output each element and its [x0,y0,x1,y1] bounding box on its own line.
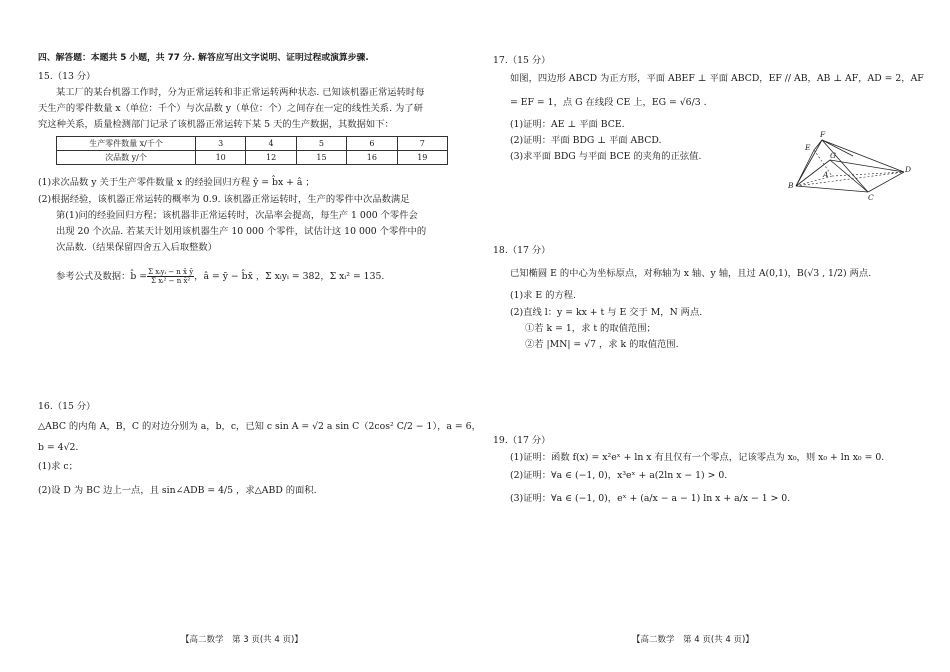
q16-para-2: b = 4√2. [38,442,79,453]
q15-para-1: 某工厂的某台机器工作时，分为正常运转和非正常运转两种状态. 已知该机器正常运转时每 [56,87,425,98]
q16-sub-2: (2)设 D 为 BC 边上一点，且 sin∠ADB = 4/5 ，求△ABD 的面积. [38,485,317,496]
q18-sub-1: (1)求 E 的方程. [510,290,577,301]
q16-sub-1: (1)求 c； [38,461,78,472]
q15-data-table [56,136,448,165]
formula-prefix: 参考公式及数据： [56,271,131,282]
q17-para-2: = EF = 1，点 G 在线段 CE 上，EG = √6/3 . [510,97,707,108]
table-cell: 6 [347,137,397,151]
fig-label-g: G [830,151,836,160]
q15-para-3: 究这种关系，质量检测部门记录了该机器正常运转下某 5 天的生产数据，其数据如下： [38,119,394,130]
fig-label-a: A [823,170,829,179]
q15-sub-1: (1)求次品数 y 关于生产零件数量 x 的经验回归方程 ŷ = b̂x + â ； [38,177,315,188]
q15-sub-2b: 第(1)问的经验回归方程；该机器非正常运转时，次品率会提高，每生产 1 000 个零件会 [56,210,418,221]
q17-solid-figure [788,128,912,200]
formula-b-hat: b̂ = [130,271,148,282]
q15-para-2: 天生产的零件数量 x（单位：千个）与次品数 y（单位：个）之间存在一定的线性关系. 为了研 [38,103,423,114]
table-row [57,151,448,165]
table-cell: 12 [246,151,296,165]
table-cell: 19 [397,151,447,165]
formula-numerator: Σ xᵢyᵢ − n x̄ ȳ [148,268,194,276]
table-cell: 15 [296,151,346,165]
table-cell: 5 [296,137,346,151]
fig-label-b: B [788,181,794,190]
fig-label-c: C [868,193,874,200]
table-row [57,137,448,151]
fig-label-e: E [805,143,811,152]
q17-sub-3: (3)求平面 BDG 与平面 BCE 的夹角的正弦值. [510,151,702,162]
table-cell: 10 [196,151,246,165]
q15-sub-2d: 次品数.（结果保留四舍五入后取整数） [56,242,218,253]
left-page-footer: 【高二数学 第 3 页(共 4 页)】 [181,635,303,645]
table-cell: 次品数 y/个 [57,151,196,165]
table-cell: 3 [196,137,246,151]
table-cell: 7 [397,137,447,151]
q17-sub-1: (1)证明：AE ⊥ 平面 BCE. [510,119,625,130]
q16-para-1: △ABC 的内角 A，B，C 的对边分别为 a，b，c，已知 c sin A = √2 a sin C（2cos² C/2 − 1），a = 6， [38,421,481,432]
right-page-footer: 【高二数学 第 4 页(共 4 页)】 [632,635,754,645]
table-cell: 4 [246,137,296,151]
q17-para-1: 如图，四边形 ABCD 为正方形，平面 ABEF ⊥ 平面 ABCD，EF // AB，AB ⊥ AF，AD = 2，AF [510,73,924,84]
fig-label-f: F [820,130,826,139]
formula-denominator: Σ xᵢ² − n x̄² [151,277,191,285]
q15-sub-2c: 出现 20 个次品. 若某天计划用该机器生产 10 000 个零件，试估计这 10 000 个零件中的 [56,226,427,237]
q18-sub-2: (2)直线 l：y = kx + t 与 E 交于 M，N 两点. [510,307,703,318]
q19-sub-1: (1)证明：函数 f(x) = x²eˣ + ln x 有且仅有一个零点，记该零点为 x₀，则 x₀ + ln x₀ = 0. [510,452,885,463]
q18-sub-2a: ①若 k = 1，求 t 的取值范围； [525,323,656,334]
q19-sub-3: (3)证明：∀a ∈ (−1, 0)，eˣ + (a/x − a − 1) ln x + a/x − 1 > 0. [510,493,791,504]
formula-fraction [147,268,194,285]
q16-header: 16.（15 分） [38,401,96,412]
q15-header: 15.（13 分） [38,71,96,82]
q15-reference-formula [56,268,384,285]
formula-rest: ，â = ȳ − b̂x̄ ，Σ xᵢyᵢ = 382，Σ xᵢ² = 135. [194,271,385,282]
q15-sub-2a: (2)根据经验，该机器正常运转的概率为 0.9. 该机器正常运转时，生产的零件中次品数满足 [38,194,410,205]
q18-para-1: 已知椭圆 E 的中心为坐标原点，对称轴为 x 轴、y 轴，且过 A(0,1)，B(√3 , 1/2) 两点. [510,268,872,279]
q17-sub-2: (2)证明：平面 BDG ⊥ 平面 ABCD. [510,135,662,146]
fig-label-d: D [905,165,912,174]
section-title: 四、解答题：本题共 5 小题，共 77 分. 解答应写出文字说明、证明过程或演算步骤. [38,53,369,63]
q19-sub-2: (2)证明：∀a ∈ (−1, 0)，x³eˣ + a(2ln x − 1) > 0. [510,470,728,481]
q18-sub-2b: ②若 |MN| = √7 ，求 k 的取值范围. [525,339,679,350]
table-cell: 16 [347,151,397,165]
table-cell: 生产零件数量 x/千个 [57,137,196,151]
q18-header: 18.（17 分） [493,245,551,256]
q17-header: 17.（15 分） [493,55,551,66]
q19-header: 19.（17 分） [493,435,551,446]
